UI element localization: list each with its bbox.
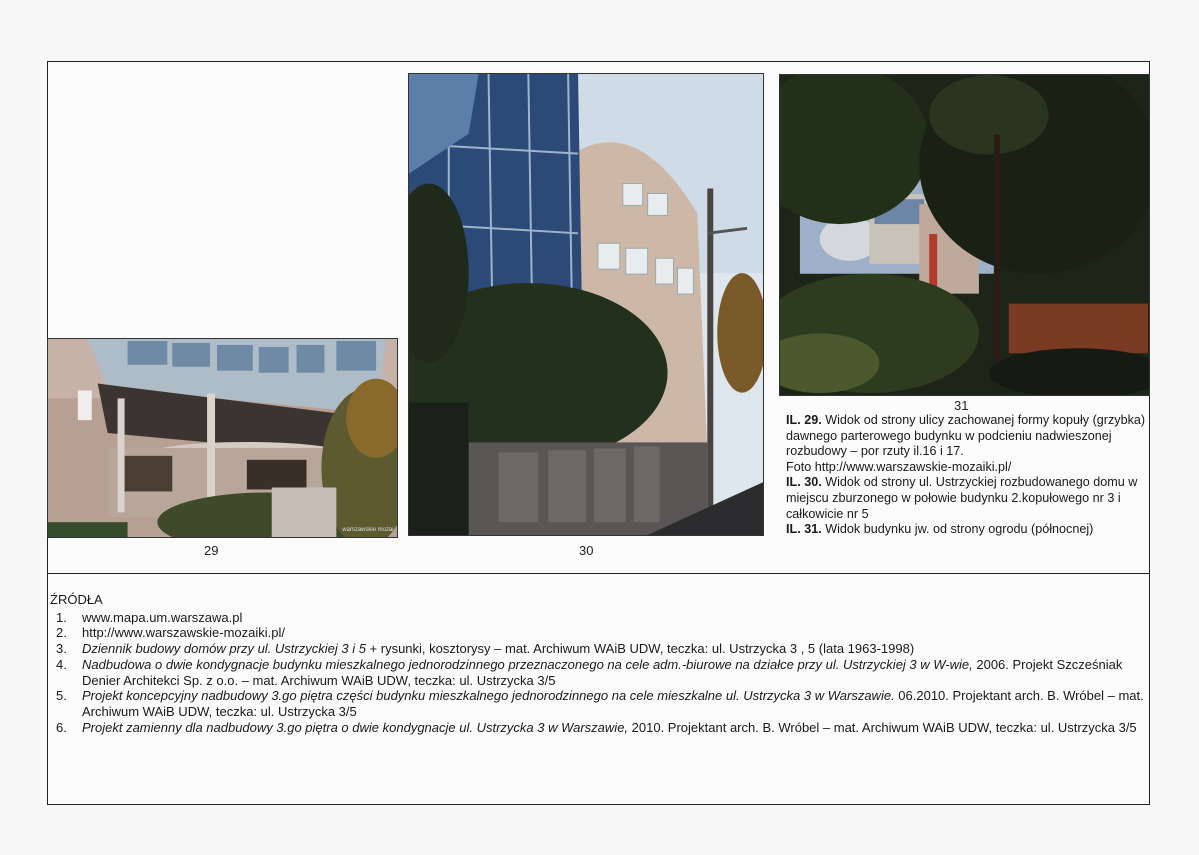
source-item xyxy=(50,688,1150,719)
caption-il31 xyxy=(786,522,1146,538)
source-text: http://www.warszawskie-mozaiki.pl/ xyxy=(82,625,285,641)
caption-il30 xyxy=(786,475,1146,522)
source-text: 06.2010. Projektant arch. B. Wróbel – mat. Archiwum WAiB UDW, teczka: ul. Ustrzycka 3/5 xyxy=(82,688,1144,719)
sources-title: ŹRÓDŁA xyxy=(50,592,103,607)
photo-captions xyxy=(786,413,1146,538)
source-title-italic: Projekt koncepcyjny nadbudowy 3.go piętra części budynku mieszkalnego jednorodzinnego na cele mieszkalne ul. Ustrzycka 3 w Warszawie. xyxy=(82,688,895,704)
caption-text: Widok od strony ulicy zachowanej formy kopuły (grzybka) dawnego parterowego budynku w podcieniu nadwieszonej rozbudowy – por rzuty il.16 i 17. xyxy=(786,413,1146,459)
source-number: 5. xyxy=(56,688,67,704)
source-title-italic: Projekt zamienny dla nadbudowy 3.go piętra o dwie kondygnacje ul. Ustrzycka 3 w Warszawie, xyxy=(82,719,629,735)
source-number: 3. xyxy=(56,641,67,657)
source-number: 6. xyxy=(56,719,67,735)
source-text: www.mapa.um.warszawa.pl xyxy=(82,609,243,625)
source-item xyxy=(50,610,1150,626)
source-item xyxy=(50,625,1150,641)
caption-text: Widok od strony ul. Ustrzyckiej rozbudowanego domu w miejscu zburzonego w połowie budynku 2.kopułowego nr 3 i całkowicie nr 5 xyxy=(786,475,1138,521)
caption-text: Widok budynku jw. od strony ogrodu (północnej) xyxy=(821,522,1094,537)
source-title-italic: Nadbudowa o dwie kondygnacje budynku mieszkalnego jednorodzinnego przeznaczonego na cele adm.-biurowe na działce przy ul. Ustrzyckiej 3 w W-wie, xyxy=(82,656,973,672)
photo-29 xyxy=(47,338,398,538)
source-number: 1. xyxy=(56,609,67,625)
source-item xyxy=(50,641,1150,657)
caption-label: IL. 31. xyxy=(786,522,822,537)
photo-number-30: 30 xyxy=(579,543,594,558)
source-text: + rysunki, kosztorysy – mat. Archiwum WAiB UDW, teczka: ul. Ustrzycka 3 , 5 (lata 1963-1998) xyxy=(365,641,915,657)
caption-il29 xyxy=(786,413,1146,460)
source-text: 2006. Projekt Szcześniak Denier Architekci Sp. z o.o. – mat. Archiwum WAiB UDW, teczka: ul. Ustrzycka 3/5 xyxy=(82,656,1123,688)
source-number: 4. xyxy=(56,656,67,672)
photo-31 xyxy=(779,74,1150,396)
caption-label: IL. 29. xyxy=(786,413,822,427)
source-item xyxy=(50,657,1150,688)
source-item xyxy=(50,720,1150,736)
photo-number-31: 31 xyxy=(954,398,969,413)
photo-watermark: warszawskie mozai xyxy=(342,527,394,534)
sources-section xyxy=(50,592,1150,735)
photo-number-29: 29 xyxy=(204,543,219,558)
caption-text: Foto http://www.warszawskie-mozaiki.pl/ xyxy=(786,459,1012,474)
source-text: 2010. Projektant arch. B. Wróbel – mat. Archiwum WAiB UDW, teczka: ul. Ustrzycka 3/5 xyxy=(628,719,1137,735)
source-number: 2. xyxy=(56,625,67,641)
caption-label: IL. 30. xyxy=(786,475,822,490)
caption-photo-credit xyxy=(786,460,1146,476)
section-divider xyxy=(47,573,1150,574)
photo-30 xyxy=(408,73,764,536)
source-title-italic: Dziennik budowy domów przy ul. Ustrzyckiej 3 i 5 xyxy=(82,641,366,657)
